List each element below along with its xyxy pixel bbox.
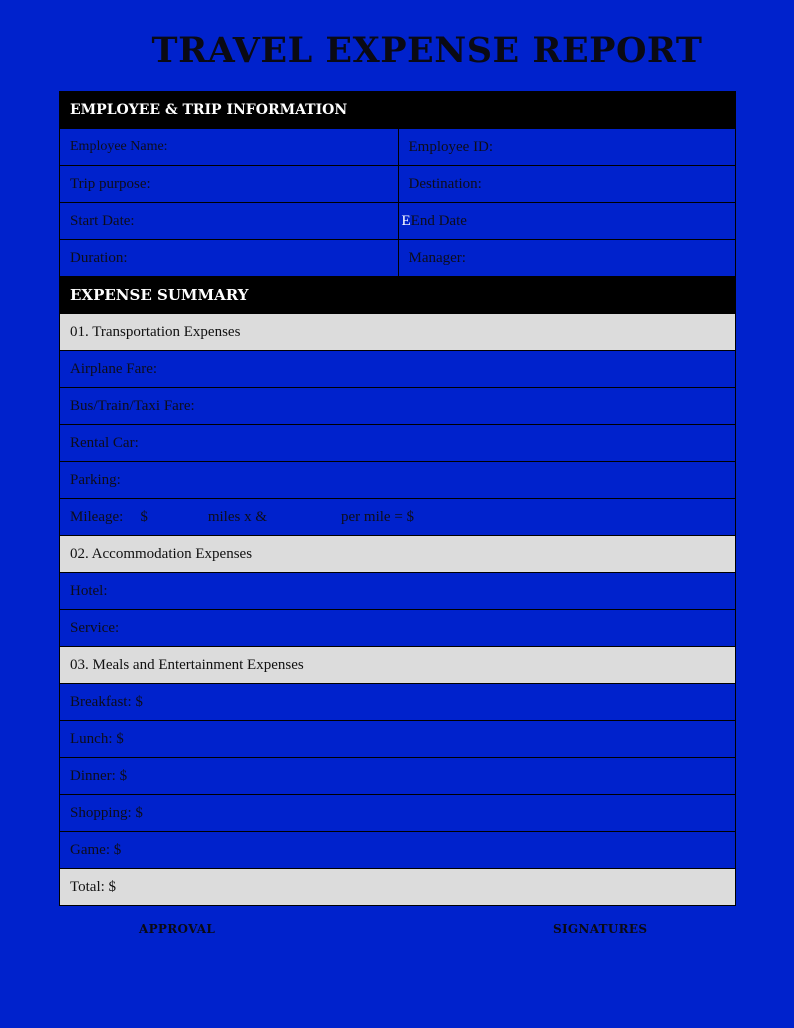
manager-field[interactable]: Manager: bbox=[398, 240, 736, 276]
transportation-subheader bbox=[60, 314, 735, 351]
service-label: Service: bbox=[70, 619, 120, 636]
mileage-dollar: $ bbox=[140, 508, 148, 525]
mileage-per-mile: per mile = $ bbox=[341, 508, 415, 525]
parking-label: Parking: bbox=[70, 471, 121, 488]
total-row[interactable] bbox=[60, 869, 735, 906]
breakfast-label: Breakfast: $ bbox=[70, 693, 143, 710]
duration-field[interactable]: Duration: bbox=[70, 249, 128, 266]
transportation-title: 01. Transportation Expenses bbox=[70, 323, 241, 340]
page-title: TRAVEL EXPENSE REPORT bbox=[151, 30, 703, 71]
shopping-field[interactable] bbox=[60, 795, 735, 832]
accommodation-title: 02. Accommodation Expenses bbox=[70, 545, 253, 562]
expense-section-title: EXPENSE SUMMARY bbox=[70, 286, 249, 304]
game-label: Game: $ bbox=[70, 841, 122, 858]
airplane-fare-label: Airplane Fare: bbox=[70, 360, 158, 377]
rental-car-field[interactable] bbox=[60, 425, 735, 462]
employee-section-title: EMPLOYEE & TRIP INFORMATION bbox=[70, 102, 348, 118]
mileage-field[interactable] bbox=[60, 499, 735, 536]
expense-section-header bbox=[60, 277, 735, 314]
rental-car-label: Rental Car: bbox=[70, 434, 139, 451]
dinner-label: Dinner: $ bbox=[70, 767, 128, 784]
meals-subheader bbox=[60, 647, 735, 684]
employee-name-field[interactable]: Employee Name: bbox=[70, 139, 168, 154]
airplane-fare-field[interactable] bbox=[60, 351, 735, 388]
form-row bbox=[60, 166, 735, 203]
trip-purpose-field[interactable]: Trip purpose: bbox=[70, 175, 151, 192]
bus-fare-field[interactable] bbox=[60, 388, 735, 425]
dinner-field[interactable] bbox=[60, 758, 735, 795]
form-row bbox=[60, 203, 735, 240]
expense-form bbox=[59, 91, 736, 906]
end-date-label: End Date bbox=[410, 212, 467, 229]
destination-field[interactable]: Destination: bbox=[398, 166, 736, 202]
mileage-label: Mileage: bbox=[70, 508, 124, 525]
employee-section-header bbox=[60, 92, 735, 129]
form-row bbox=[60, 129, 735, 166]
hotel-field[interactable] bbox=[60, 573, 735, 610]
end-date-field[interactable] bbox=[398, 203, 736, 239]
service-field[interactable] bbox=[60, 610, 735, 647]
hotel-label: Hotel: bbox=[70, 582, 108, 599]
lunch-label: Lunch: $ bbox=[70, 730, 124, 747]
shopping-label: Shopping: $ bbox=[70, 804, 143, 821]
accommodation-subheader bbox=[60, 536, 735, 573]
breakfast-field[interactable] bbox=[60, 684, 735, 721]
mileage-miles: miles x & bbox=[207, 508, 267, 525]
total-label: Total: $ bbox=[70, 878, 117, 895]
game-field[interactable] bbox=[60, 832, 735, 869]
form-row bbox=[60, 240, 735, 277]
meals-title: 03. Meals and Entertainment Expenses bbox=[70, 656, 304, 673]
employee-id-field[interactable]: Employee ID: bbox=[398, 129, 736, 165]
start-date-field[interactable]: Start Date: bbox=[70, 212, 135, 229]
approval-label: APPROVAL bbox=[139, 922, 216, 936]
mileage-line bbox=[60, 499, 735, 535]
lunch-field[interactable] bbox=[60, 721, 735, 758]
signatures-label: SIGNATURES bbox=[553, 922, 648, 936]
bus-fare-label: Bus/Train/Taxi Fare: bbox=[70, 397, 195, 414]
end-date-stray-letter: E bbox=[401, 212, 411, 229]
parking-field[interactable] bbox=[60, 462, 735, 499]
